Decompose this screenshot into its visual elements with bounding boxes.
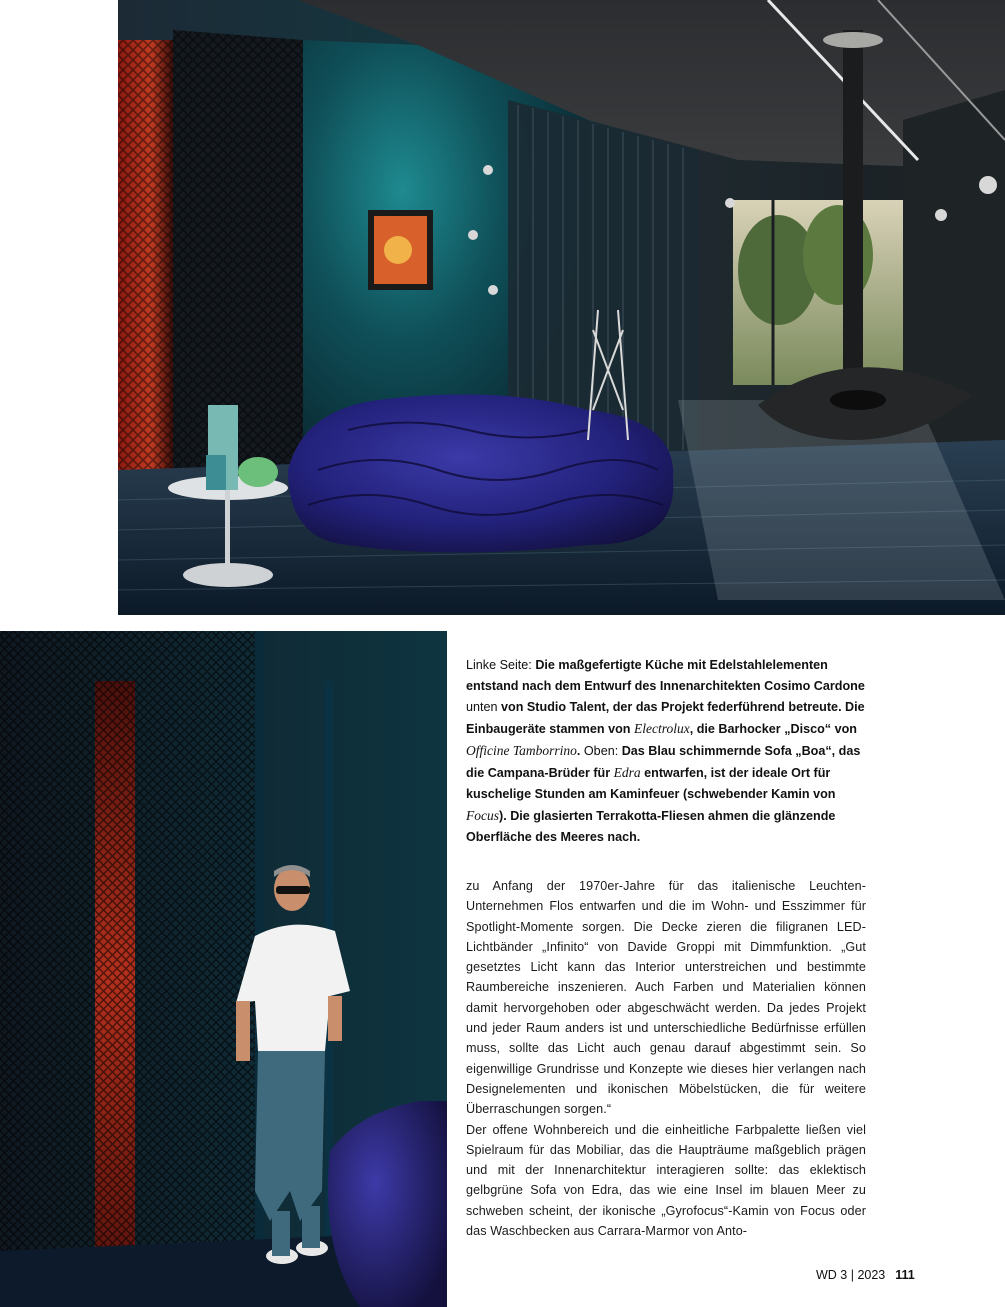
caption-run: von Studio Talent, der das Projekt federführend betreute. Die Einbaugeräte stammen von [466, 700, 865, 736]
portrait-photo-architect [0, 631, 447, 1307]
caption-run: Die maßgefertigte Küche mit Edelstahlelementen entstand nach dem Entwurf des Innenarchitekten Cosimo Cardone [466, 658, 865, 693]
body-paragraph-1: zu Anfang der 1970er-Jahre für das italienische Leuchten-Unternehmen Flos entwarfen und die im Wohn- und Esszimmer für Spotlight-Momente sorgen. Die Decke zieren die filigranen LED-Lichtbänder „Infinito“ von Davide Groppi mit Dimmfunktion. „Gut gesetztes Licht kann das Interior unterstreichen und bestimmte Raumbereiche inszenieren. Auch Farben und Materialien können damit hervorgehoben oder abgeschwächt werden. Da jedes Projekt und jeder Raum anders ist und unterschiedliche Bedürfnisse erfüllen muss, sollte das Licht auch genau darauf abgestimmt sein. So eigenwillige Grundrisse und Konzepte wie dieses hier verlangen nach Designelementen und ikonischen Möbelstücken, die für weitere Überraschungen sorgen.“ [466, 879, 866, 1117]
caption-run: ). Die glasierten Terrakotta-Fliesen ahmen die glänzende Oberfläche des Meeres nach. [466, 809, 836, 844]
caption-run: Linke Seite: [466, 658, 536, 672]
photo-caption [466, 655, 866, 848]
caption-run: . [576, 744, 584, 758]
caption-run: Officine Tamborrino [466, 743, 577, 758]
caption-run: Das Blau schimmernde Sofa „Boa“, das die Campana-Brüder für [466, 744, 861, 780]
caption-run: unten [466, 700, 502, 714]
issue-label: WD 3 | 2023 [816, 1268, 886, 1282]
page-number: 111 [895, 1268, 915, 1282]
portrait-illustration [0, 631, 447, 1307]
article-body [466, 876, 866, 1241]
living-room-illustration [118, 0, 1005, 615]
interior-photo-living-room [118, 0, 1005, 615]
body-paragraph-2: Der offene Wohnbereich und die einheitliche Farbpalette ließen viel Spielraum für das Mobiliar, das die Haupträume maßgeblich prägen und mit der Innenarchitektur interagieren sollte: das eklektisch gelbgrüne Sofa von Edra, das wie eine Insel im blauen Meer zu schweben scheint, der ikonische „Gyrofocus“-Kamin von Focus oder das Waschbecken aus Carrara-Marmor von Anto- [466, 1122, 866, 1239]
caption-run: Electrolux [633, 721, 690, 736]
caption-run: , die Barhocker „Disco“ von [689, 722, 857, 736]
caption-run: entwarfen, ist der ideale Ort für kuschelige Stunden am Kaminfeuer (schwebender Kamin von [466, 766, 836, 801]
caption-run: Oben: [583, 744, 622, 758]
caption-run: Edra [613, 765, 641, 780]
page-footer [816, 1268, 915, 1282]
caption-run: Focus [466, 808, 499, 823]
